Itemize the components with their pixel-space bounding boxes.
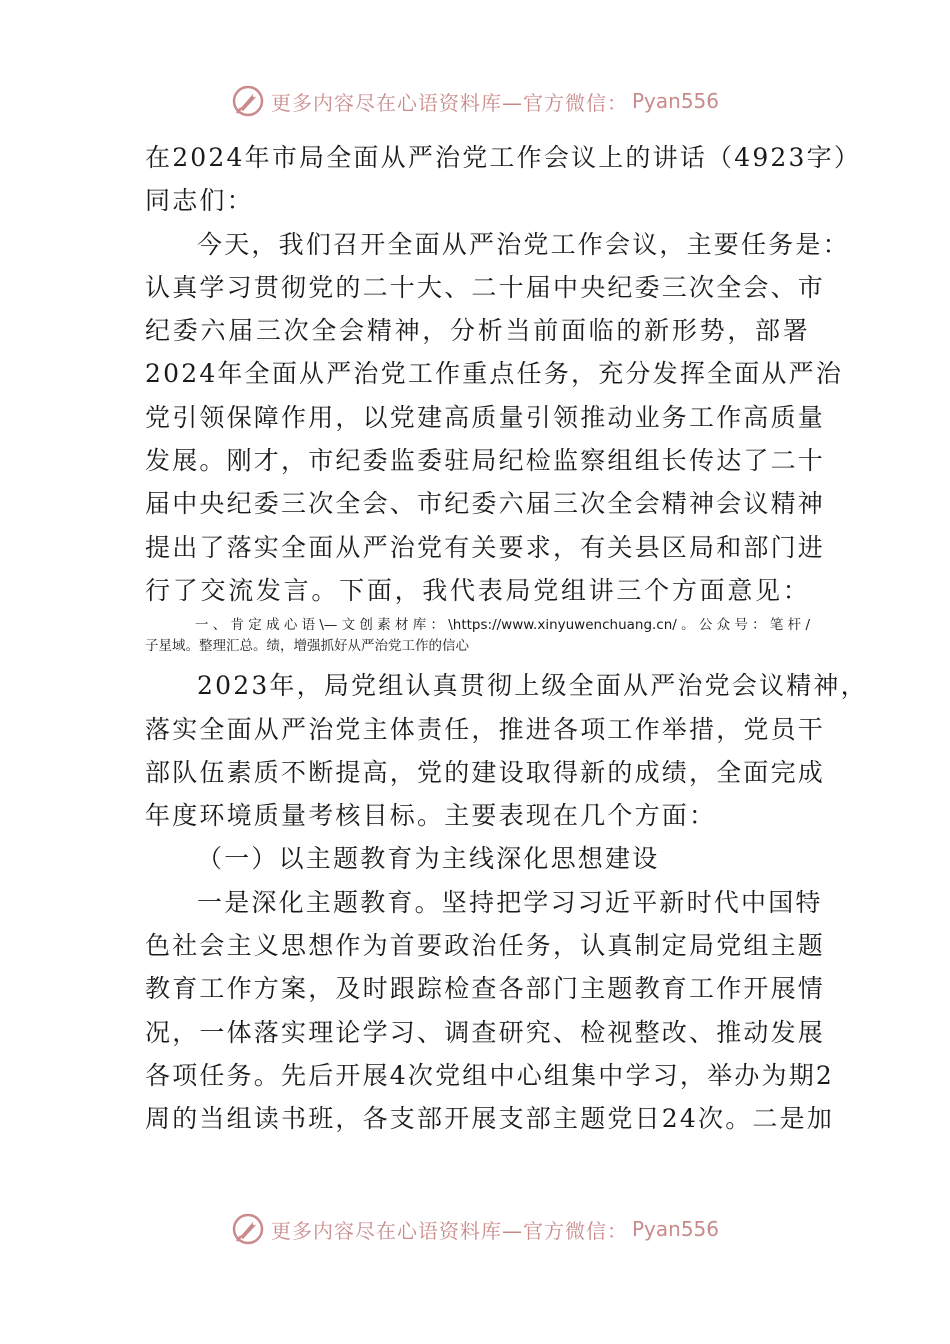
paragraph-line: 各项任务。先后开展4次党组中心组集中学习，举办为期2 [145, 1060, 835, 1090]
paragraph-line: 周的当组读书班，各支部开展支部主题党日24次。二是加 [145, 1104, 835, 1134]
section-heading: （一）以主题教育为主线深化思想建设 [197, 844, 660, 874]
paragraph-line: 落实全面从严治党主体责任，推进各项工作举措，党员干 [145, 714, 826, 744]
paragraph-line: 教育工作方案，及时跟踪检查各部门主题教育工作开展情 [145, 974, 826, 1004]
paragraph-line: 况，一体落实理论学习、调查研究、检视整改、推动发展 [145, 1017, 826, 1047]
paragraph-line: 发展。刚才，市纪委监委驻局纪检监察组组长传达了二十 [145, 446, 826, 476]
paragraph-line: 认真学习贯彻党的二十大、二十届中央纪委三次全会、市 [145, 272, 826, 302]
paragraph-line: 党引领保障作用，以党建高质量引领推动业务工作高质量 [145, 402, 826, 432]
watermark-wechat-id: Pyan556 [631, 1217, 719, 1241]
paragraph-line: 2023年，局党组认真贯彻上级全面从严治党会议精神， [197, 671, 868, 701]
paragraph-line: 提出了落实全面从严治党有关要求，有关县区局和部门进 [145, 532, 826, 562]
paragraph-line: 今天，我们召开全面从严治党工作会议，主要任务是： [197, 229, 850, 259]
salutation: 同志们： [145, 186, 254, 216]
inserted-note-line: 一、肯定成心语\—文创素材库：\https://www.xinyuwenchuang.cn/。公众号：笔杆/ [195, 617, 810, 634]
paragraph-line: 纪委六届三次全会精神，分析当前面临的新形势，部署 [145, 316, 810, 346]
watermark-footer [0, 1212, 950, 1246]
paragraph-line: 一是深化主题教育。坚持把学习习近平新时代中国特 [197, 887, 823, 917]
inserted-note-line: 子星域。整理汇总。绩，增强抓好从严治党工作的信心 [145, 638, 469, 655]
paragraph-line: 行了交流发言。下面，我代表局党组讲三个方面意见： [145, 575, 810, 605]
watermark-wechat-id: Pyan556 [631, 89, 719, 113]
document-body [145, 136, 868, 1141]
paragraph-line: 部队伍素质不断提高，党的建设取得新的成绩，全面完成 [145, 757, 826, 787]
paragraph-line: 年度环境质量考核目标。主要表现在几个方面： [145, 801, 717, 831]
watermark-label: 更多内容尽在心语资料库—官方微信： [270, 90, 628, 115]
paragraph-line: 2024年全面从严治党工作重点任务，充分发挥全面从严治 [145, 359, 844, 389]
document-title: 在2024年市局全面从严治党工作会议上的讲话（4923字） [145, 143, 862, 172]
pen-nib-logo-icon [231, 84, 265, 118]
paragraph-line: 色社会主义思想作为首要政治任务，认真制定局党组主题 [145, 931, 826, 961]
watermark-header [0, 84, 950, 118]
paragraph-line: 届中央纪委三次全会、市纪委六届三次全会精神会议精神 [145, 489, 826, 519]
pen-nib-logo-icon [231, 1212, 265, 1246]
watermark-label: 更多内容尽在心语资料库—官方微信： [270, 1218, 628, 1243]
